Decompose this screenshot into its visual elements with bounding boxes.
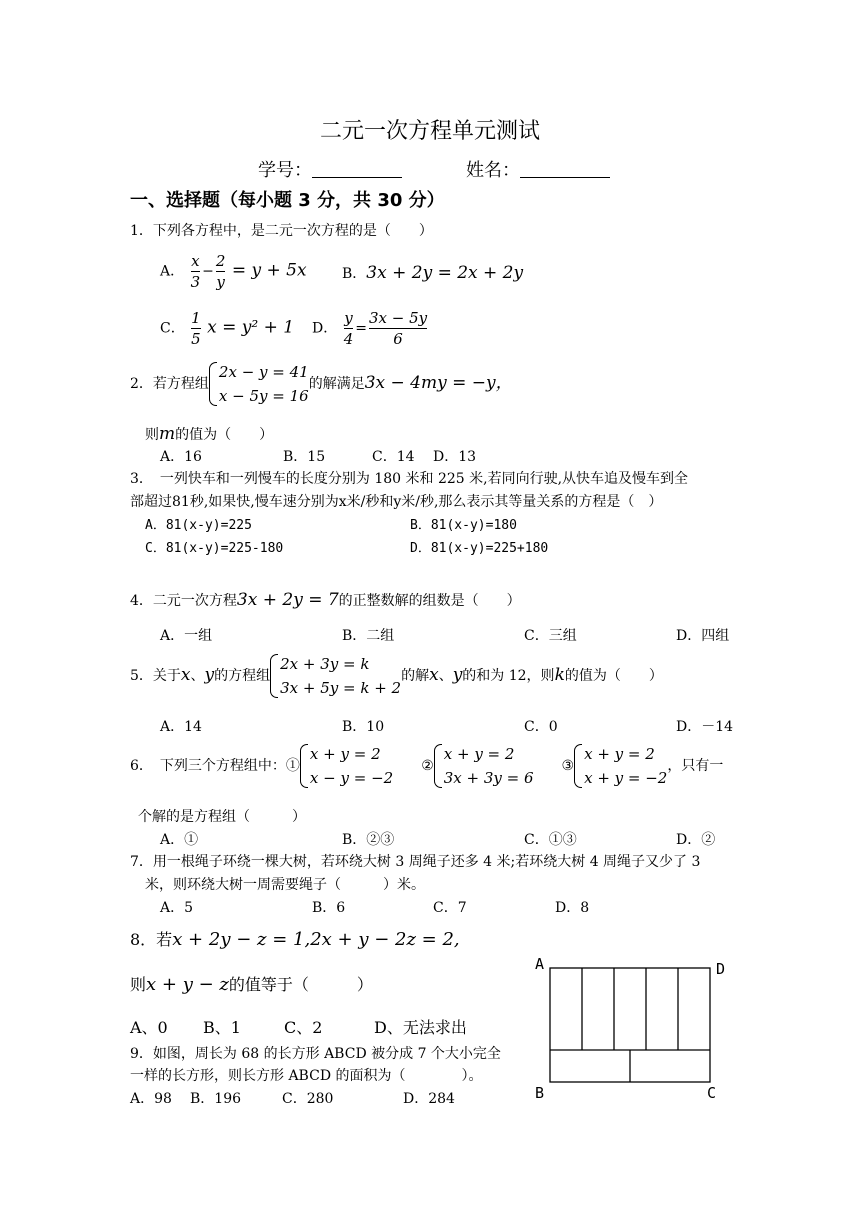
equation-system: 2x + 3y = k 3x + 5y = k + 2 bbox=[270, 652, 401, 700]
name-blank[interactable] bbox=[520, 159, 610, 178]
q5-option-d[interactable]: D．－14 bbox=[676, 719, 734, 735]
q2-option-d[interactable]: D．13 bbox=[433, 449, 477, 465]
q9-option-c[interactable]: C．280 bbox=[282, 1091, 334, 1107]
q7-line1: 7．用一根绳子环绕一棵大树，若环绕大树 3 周绳子还多 4 米;若环绕大树 4 周绳子又少了 3 bbox=[130, 854, 701, 870]
q3-option-c[interactable]: C．81(x-y)=225-180 bbox=[145, 541, 284, 556]
q2-option-a[interactable]: A．16 bbox=[160, 449, 202, 465]
q3-option-b[interactable]: B．81(x-y)=180 bbox=[410, 518, 517, 533]
q5-option-a[interactable]: A．14 bbox=[160, 719, 202, 735]
q8-stem: 8．若x + 2y − z = 1,2x + y − 2z = 2, bbox=[130, 929, 460, 950]
fraction: $\frac{y}{4}$ bbox=[343, 309, 354, 348]
q6-stem: 6． 下列三个方程组中：① x + y = 2 x − y = −2 ② x + y = 2 3x + 3y = 6 ③ x + y = 2 x + y = −2 ，只有一 bbox=[130, 742, 723, 790]
q7-line2: 米，则环绕大树一周需要绳子（ ）米。 bbox=[145, 877, 425, 893]
q7-option-c[interactable]: C．7 bbox=[433, 900, 467, 916]
q2-option-c[interactable]: C．14 bbox=[372, 449, 415, 465]
fraction: $\frac{3x - 5y}{6}$ bbox=[368, 309, 428, 348]
q1-option-d[interactable]: D． $\frac{y}{4}$ = $\frac{3x - 5y}{6}$ bbox=[312, 309, 428, 348]
q2-stem: 2．若方程组 2x − y = 41 x − 5y = 16 的解满足3x − 4my = −y， bbox=[130, 360, 513, 408]
equation-system: x + y = 2 x − y = −2 bbox=[300, 742, 393, 790]
q3-line2: 部超过81秒,如果快,慢车速分别为x米/秒和y米/秒,那么表示其等量关系的方程是（ ） bbox=[130, 494, 663, 510]
fraction: $\frac{2}{y}$ bbox=[215, 252, 226, 291]
q1-option-b[interactable]: B．3x + 2y = 2x + 2y bbox=[342, 263, 524, 283]
q9-option-d[interactable]: D．284 bbox=[403, 1091, 455, 1107]
q7-option-a[interactable]: A．5 bbox=[160, 900, 194, 916]
vertex-label-d: D bbox=[716, 960, 726, 978]
q9-option-b[interactable]: B．196 bbox=[190, 1091, 242, 1107]
q7-option-b[interactable]: B．6 bbox=[312, 900, 346, 916]
q1-option-a[interactable]: A． $\frac{x}{3}$ − $\frac{2}{y}$ = y + 5x bbox=[160, 252, 307, 291]
vertex-label-c: C bbox=[707, 1084, 717, 1102]
q1-stem: 1．下列各方程中，是二元一次方程的是（ ） bbox=[130, 223, 433, 239]
q9-option-a[interactable]: A．98 bbox=[130, 1091, 172, 1107]
q6-option-c[interactable]: C．①③ bbox=[524, 832, 577, 848]
q9-line1: 9．如图，周长为 68 的长方形 ABCD 被分成 7 个大小完全 bbox=[130, 1046, 501, 1062]
q5-stem: 5．关于x、y的方程组 2x + 3y = k 3x + 5y = k + 2 的解x、y的和为 12，则k的值为（ ） bbox=[130, 652, 663, 700]
fraction: $\frac{1}{5}$ bbox=[191, 309, 201, 348]
equation-system: x + y = 2 3x + 3y = 6 bbox=[434, 742, 534, 790]
q4-option-b[interactable]: B．二组 bbox=[342, 628, 395, 644]
section-heading: 一、选择题（每小题 3 分，共 30 分） bbox=[130, 190, 445, 211]
q4-option-d[interactable]: D．四组 bbox=[676, 628, 730, 644]
q8-option-a[interactable]: A、0 bbox=[130, 1018, 168, 1037]
q2-option-b[interactable]: B．15 bbox=[283, 449, 326, 465]
q8-line2: 则x + y − z的值等于（ ） bbox=[130, 974, 373, 995]
q9-line2: 一样的长方形，则长方形 ABCD 的面积为（ ）。 bbox=[130, 1068, 483, 1084]
student-no-blank[interactable] bbox=[312, 159, 402, 178]
vertex-label-a: A bbox=[535, 955, 545, 973]
rectangle-figure bbox=[525, 955, 740, 1105]
q2-line2: 则m的值为（ ） bbox=[145, 424, 274, 444]
vertex-label-b: B bbox=[535, 1084, 545, 1102]
name-label: 姓名： bbox=[466, 160, 520, 181]
fraction: $\frac{x}{3}$ bbox=[190, 252, 201, 291]
q6-option-a[interactable]: A．① bbox=[160, 832, 199, 848]
q8-option-b[interactable]: B、1 bbox=[203, 1018, 241, 1037]
q4-option-c[interactable]: C．三组 bbox=[524, 628, 577, 644]
q4-option-a[interactable]: A．一组 bbox=[160, 628, 213, 644]
q5-option-b[interactable]: B．10 bbox=[342, 719, 385, 735]
q1-option-c[interactable]: C． $\frac{1}{5}$ x = y² + 1 bbox=[160, 309, 295, 348]
q3-option-a[interactable]: A．81(x-y)=225 bbox=[145, 518, 252, 533]
q3-option-d[interactable]: D．81(x-y)=225+180 bbox=[410, 541, 549, 556]
q6-option-d[interactable]: D．② bbox=[676, 832, 716, 848]
q8-option-c[interactable]: C、2 bbox=[284, 1018, 323, 1037]
q6-option-b[interactable]: B．②③ bbox=[342, 832, 395, 848]
page-title: 二元一次方程单元测试 bbox=[319, 119, 540, 144]
q5-option-c[interactable]: C．0 bbox=[524, 719, 558, 735]
equation-system: 2x − y = 41 x − 5y = 16 bbox=[209, 360, 309, 408]
q3-line1: 3． 一列快车和一列慢车的长度分别为 180 米和 225 米,若同向行驶,从快车追及慢车到全 bbox=[130, 471, 689, 487]
q6-line2: 个解的是方程组（ ） bbox=[138, 809, 306, 825]
equation-system: x + y = 2 x + y = −2 bbox=[574, 742, 667, 790]
name-field[interactable] bbox=[466, 156, 610, 182]
q4-stem: 4．二元一次方程3x + 2y = 7的正整数解的组数是（ ） bbox=[130, 590, 521, 610]
q8-option-d[interactable]: D、无法求出 bbox=[374, 1018, 467, 1037]
student-no-label: 学号： bbox=[258, 160, 312, 181]
q7-option-d[interactable]: D．8 bbox=[555, 900, 590, 916]
student-no-field[interactable] bbox=[258, 156, 402, 182]
